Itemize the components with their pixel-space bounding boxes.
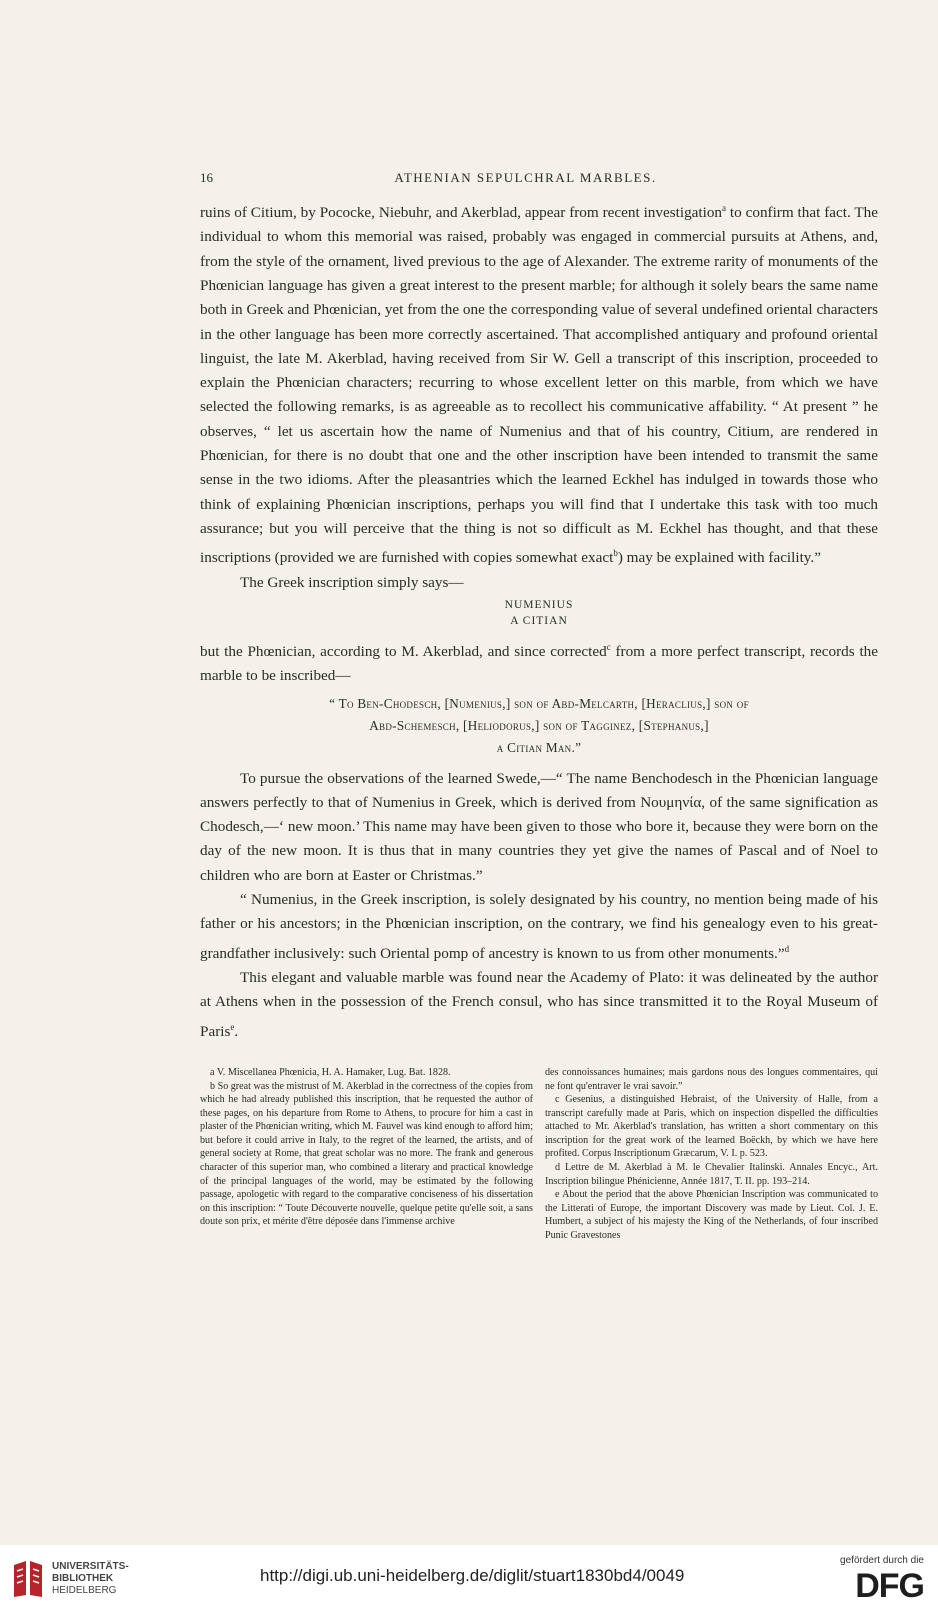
paragraph-6: This elegant and valuable marble was found near the Academy of Plato: it was delineated by the author at Athens when in the possession of the French consul, who has since transmitted it to the Royal Museum of Paris$^e$. <box>200 968 878 1040</box>
quote-line-2: Abd-Schemesch, [Heliodorus,] son of Tagginez, [Stephanus,] <box>369 717 709 733</box>
quote-line-1: “ To Ben-Chodesch, [Numenius,] son of Abd-Melcarth, [Heraclius,] son of <box>329 695 749 711</box>
running-header <box>200 170 878 186</box>
paragraph-4: To pursue the observations of the learned Swede,—“ The name Benchodesch in the Phœnician language answers perfectly to that of Numenius in Greek, which is derived from Νουμηνία, of the same signification as Chodesch,—‘ new moon.’ This name may have been given to those who bore it, because they were born on the day of the new moon. It is thus that in many countries they yet give the names of Pascal and of Noel to children who are born at Easter or Christmas.” <box>200 769 878 884</box>
phoenician-inscription-quote <box>200 693 878 759</box>
footnote-ref-b[interactable]: b <box>613 548 618 559</box>
funding-caption: gefördert durch die <box>840 1555 924 1566</box>
permalink-url[interactable]: http://digi.ub.uni-heidelberg.de/diglit/stuart1830bd4/0049 <box>260 1566 685 1585</box>
footnote-ref-e[interactable]: e <box>230 1021 235 1032</box>
footnote-ref-a[interactable]: a <box>722 203 727 213</box>
page-number: 16 <box>200 170 213 185</box>
paragraph-3: but the Phœnician, according to M. Akerblad, and since corrected$^c$ from a more perfect transcript, records the marble to be inscribed— <box>200 641 878 685</box>
greek-inscription <box>200 597 878 629</box>
footnote-b: b So great was the mistrust of M. Akerblad in the correctness of the copies from which he had already published this inscription, that he requested the author of these pages, on his departure from Rome to Athens, to procure for him a cast in plaster of the Phœnician writing, which M. Fauvel was kind enough to afford him; but before it could arrive in Italy, to the regret of the learned, the artists, and of general society at Rome, that great scholar was no more. The frank and generous character of this superior man, who combined a literary and practical knowledge of the principal languages of the world, may be estimated by the following passage, apologetic with regard to the comparative conciseness of his dissertation on this inscription: “ Toute Découverte nouvelle, quelque petite qu'elle soit, a sans doute son prix, et mérite d'être déposée dans l'immense archive <box>200 1080 533 1228</box>
paragraph-5: “ Numenius, in the Greek inscription, is solely designated by his country, no mention being made of his father or his ancestors; in the Phœnician inscription, on the contrary, we find his genealogy even to his great-grandfather inclusively: such Oriental pomp of ancestry is known to us from other monuments.”$^d$ <box>200 891 878 962</box>
running-title: ATHENIAN SEPULCHRAL MARBLES. <box>394 170 657 185</box>
footnote-d: d Lettre de M. Akerblad à M. le Chevalier Italinski. Annales Encyc., Art. Inscription bilingue Phénicienne, Année 1817, T. II. pp. 193–214. <box>545 1162 878 1187</box>
footnote-b-continued: des connoissances humaines; mais gardons nous des longues commentaires, qui ne font qu'entraver le vrai savoir.” <box>545 1066 878 1092</box>
university-library-logo-icon[interactable] <box>10 1559 46 1599</box>
dfg-logo[interactable]: DFG <box>855 1567 924 1605</box>
quote-line-3: a Citian Man.” <box>496 739 582 755</box>
library-name[interactable]: UNIVERSITÄTS- BIBLIOTHEK HEIDELBERG <box>52 1561 129 1596</box>
viewer-footer <box>0 1545 938 1615</box>
footnotes-left-column <box>200 1066 533 1243</box>
paragraph-2: The Greek inscription simply says— <box>240 573 464 591</box>
footnotes-right-column <box>545 1066 878 1243</box>
footnote-e: e About the period that the above Phœnician Inscription was communicated to the Litterati of Europe, the important Discovery was made by Lieut. Col. J. E. Humbert, a subject of his majesty the King of the Netherlands, of four inscribed Punic Gravestones <box>545 1189 878 1242</box>
page-content <box>200 170 878 1243</box>
inscription-line-1: NUMENIUS <box>504 598 574 611</box>
footnote-ref-c[interactable]: c <box>606 641 611 652</box>
footnote-c: c Gesenius, a distinguished Hebraist, of the University of Halle, from a transcript carefully made at Paris, which on inspection dispelled the difficulties attached to Mr. Akerblad's translation, has written a short commentary on this inscription for the great work of the learned Boëckh, by which we have here profited. Corpus Inscriptionum Græcarum, V. I. p. 523. <box>545 1094 878 1160</box>
footnote-ref-d[interactable]: d <box>784 943 790 954</box>
footnote-a: a V. Miscellanea Phœnicia, H. A. Hamaker, Lug. Bat. 1828. <box>210 1066 451 1078</box>
inscription-line-2: A CITIAN <box>510 614 568 627</box>
footnotes <box>200 1066 878 1243</box>
paragraph-1: ruins of Citium, by Pococke, Niebuhr, and Akerblad, appear from recent investigation$^a$ to confirm that fact. The individual to whom this memorial was raised, probably was engaged in commercial pursuits at Athens, and, from the style of the ornament, lived previous to the age of Alexander. The extreme rarity of monuments of the Phœnician language has given a great interest to the present marble; for although it solely bears the same name both in Greek and Phœnician, yet from the one the corresponding value of several undefined oriental characters in the other language has been more correctly ascertained. That accomplished antiquary and profound oriental linguist, the late M. Akerblad, having received from Sir W. Gell a transcript of this inscription, proceeded to explain the Phœnician characters; recurring to whose excellent letter on this marble, from which we have selected the following remarks, is as agreeable as to recollect his communicative affability. “ At present ” he observes, “ let us ascertain how the name of Numenius and that of his country, Citium, are rendered in Phœnician, for there is no doubt that one and the other inscription have been intended to transmit the same sense in the two idioms. After the pleasantries which the learned Eckhel has indulged in towards those who think of explaining Phœnician inscriptions, perhaps you will find that I undertake this task with too much assurance; but you will perceive that the thing is not so difficult as M. Eckhel has thought, and that these inscriptions (provided we are furnished with copies somewhat exact$^b$) may be explained with facility.” <box>200 203 878 567</box>
